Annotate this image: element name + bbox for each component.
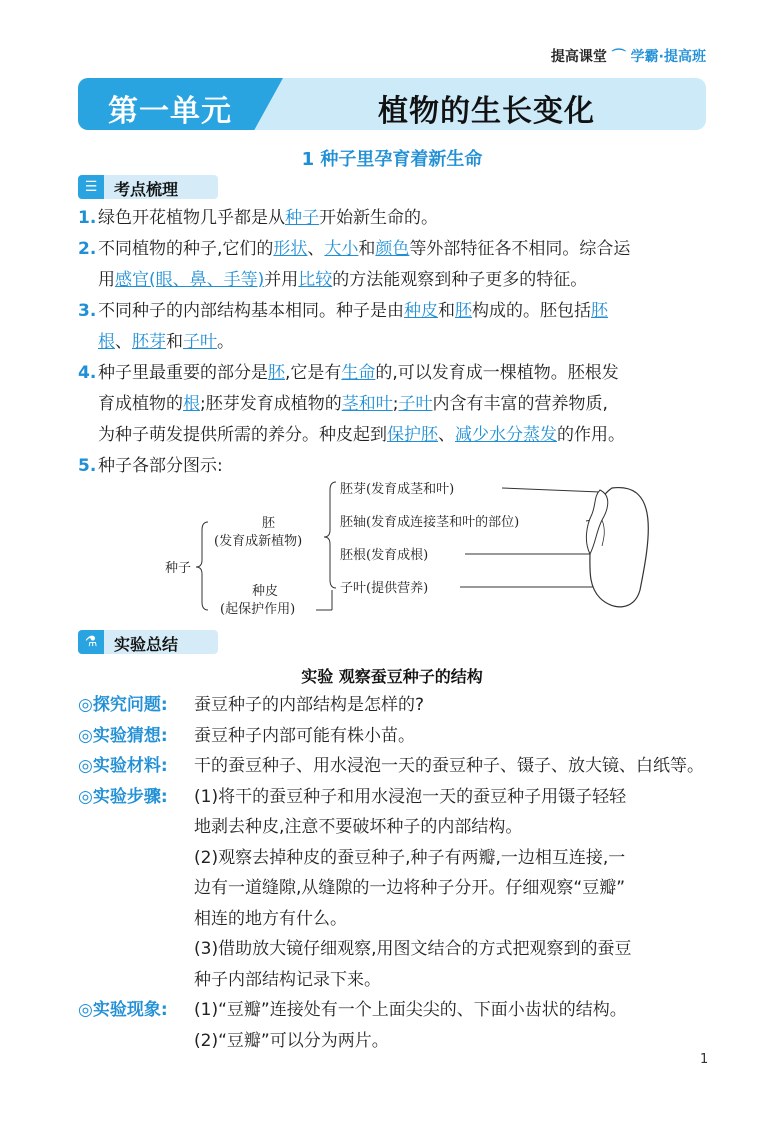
experiment-row-continuation: 种子内部结构记录下来。 <box>194 969 381 990</box>
diagram-part-cotyledon: 子叶(提供营养) <box>340 581 429 596</box>
key-point-text: 、 <box>115 332 132 352</box>
section-key-points-label: 考点梳理 <box>114 180 179 199</box>
key-point-line <box>78 358 619 388</box>
answer-text: 子叶 <box>183 332 217 352</box>
experiment-row-label: ◎实验猜想: <box>78 725 168 746</box>
answer-text: 生命 <box>341 363 376 383</box>
key-point-text: 和 <box>166 332 183 352</box>
answer-text: 根 <box>183 394 200 414</box>
key-point-text: 。 <box>217 332 234 352</box>
experiment-row-continuation: (3)借助放大镜仔细观察,用图文结合的方式把观察到的蚕豆 <box>194 939 632 959</box>
experiment-row <box>78 751 704 781</box>
key-point-text: 种子里最重要的部分是 <box>98 363 268 383</box>
key-point-text: 并用 <box>264 270 299 290</box>
diagram-part-radicle: 胚根(发育成根) <box>340 548 429 563</box>
key-point-line <box>78 389 608 419</box>
key-point-number: 5. <box>78 456 97 476</box>
key-point-text: 种子各部分图示: <box>98 456 223 476</box>
experiment-row-continuation: (2)观察去掉种皮的蚕豆种子,种子有两瓣,一边相互连接,一 <box>194 847 626 868</box>
experiment-row-continuation: 地剥去种皮,注意不要破坏种子的内部结构。 <box>194 817 523 837</box>
answer-text: 胚 <box>268 363 285 383</box>
answer-text: 胚 <box>455 301 472 321</box>
key-point-line <box>78 327 234 357</box>
key-point-number: 1. <box>78 208 97 228</box>
experiment-row <box>78 721 415 751</box>
unit-title: 植物的生长变化 <box>378 94 595 129</box>
root-brace <box>196 522 208 610</box>
key-point-number: 4. <box>78 363 97 383</box>
key-point-line <box>78 234 630 264</box>
key-point-text: 等外部特征各不相同。综合运 <box>409 239 631 259</box>
answer-text: 颜色 <box>375 239 410 259</box>
answer-text: 种皮 <box>404 301 438 321</box>
answer-text: 大小 <box>324 239 359 259</box>
experiment-row-text: (1)将干的蚕豆种子和用水浸泡一天的蚕豆种子用镊子轻轻 <box>194 786 627 807</box>
unit-banner <box>78 78 706 130</box>
diagram-embryo-label: 胚 <box>262 516 276 531</box>
experiment-row-text: 干的蚕豆种子、用水浸泡一天的蚕豆种子、镊子、放大镜、白纸等。 <box>194 756 704 776</box>
key-point-text: 的,可以发育成一棵植物。胚根发 <box>375 363 619 383</box>
flask-icon: ⚗ <box>78 630 104 654</box>
key-point-number: 2. <box>78 239 97 259</box>
experiment-row-label: ◎实验材料: <box>78 756 168 776</box>
page-number: 1 <box>700 1052 709 1067</box>
key-point-text: 绿色开花植物几乎都是从 <box>98 208 285 228</box>
answer-text: 形状 <box>273 239 308 259</box>
key-point-text: 为种子萌发提供所需的养分。种皮起到 <box>98 425 387 445</box>
experiment-row-continuation: 边有一道缝隙,从缝隙的一边将种子分开。仔细观察“豆瓣” <box>194 878 626 898</box>
experiment-row <box>78 690 424 720</box>
key-point-text: 和 <box>358 239 376 259</box>
brand-logo: 学霸 <box>630 49 659 65</box>
key-point-text: 内含有丰富的营养物质, <box>432 394 608 414</box>
diagram-embryo-note: (发育成新植物) <box>214 534 303 549</box>
section-experiment <box>78 630 218 654</box>
key-point-line <box>78 296 608 326</box>
brand-prefix: 提高课堂 <box>550 49 607 65</box>
key-point-text: 不同种子的内部结构基本相同。种子是由 <box>98 301 404 321</box>
experiment-row-text: 蚕豆种子内部可能有株小苗。 <box>194 725 415 746</box>
graduation-cap-icon: ⌒ <box>611 49 626 65</box>
diagram-coat-label: 种皮 <box>252 584 279 599</box>
experiment-row-label: ◎实验步骤: <box>78 786 168 807</box>
experiment-row-label: ◎探究问题: <box>78 695 168 715</box>
key-point-text: 、 <box>307 239 325 259</box>
experiment-row <box>78 782 626 812</box>
answer-text: 胚 <box>591 301 608 321</box>
key-point-text: 的方法能观察到种子更多的特征。 <box>332 270 588 290</box>
brand-suffix: ·提高班 <box>658 49 706 65</box>
key-point-text: 的作用。 <box>557 425 625 445</box>
answer-text: 茎和叶 <box>341 394 393 414</box>
key-point-text: 用 <box>98 270 115 290</box>
key-point-text: 、 <box>438 425 455 445</box>
key-point-text: 育成植物的 <box>98 394 183 414</box>
answer-text: 胚芽 <box>132 332 166 352</box>
answer-text: 减少水分蒸发 <box>455 425 557 445</box>
document-icon: ☰ <box>78 175 104 199</box>
key-point-line <box>78 265 587 295</box>
seed-diagram <box>150 470 670 630</box>
section-experiment-label: 实验总结 <box>114 635 179 654</box>
section-key-points <box>78 175 218 199</box>
answer-text: 种子 <box>285 208 319 228</box>
key-point-text: ;胚芽发育成植物的 <box>200 394 342 414</box>
experiment-row-text: 蚕豆种子的内部结构是怎样的? <box>194 695 425 715</box>
key-point-text: 和 <box>438 301 455 321</box>
answer-text: 保护胚 <box>387 425 438 445</box>
lesson-title: 1 种子里孕育着新生命 <box>301 149 483 170</box>
key-point-text: ; <box>392 394 399 414</box>
key-point-text: 构成的。胚包括 <box>472 301 591 321</box>
answer-text: 根 <box>98 332 115 352</box>
diagram-root-label: 种子 <box>165 561 192 576</box>
unit-label: 第一单元 <box>108 94 232 129</box>
answer-text: 比较 <box>298 270 333 290</box>
embryo-brace <box>324 482 336 588</box>
experiment-row-text: (1)“豆瓣”连接处有一个上面尖尖的、下面小齿状的结构。 <box>194 1000 627 1020</box>
diagram-coat-note: (起保护作用) <box>220 602 296 617</box>
answer-text: 子叶 <box>398 394 433 414</box>
answer-text: 感官(眼、鼻、手等) <box>115 270 265 290</box>
key-point-line <box>78 203 438 233</box>
experiment-title: 实验 观察蚕豆种子的结构 <box>301 667 483 686</box>
experiment-row <box>78 995 627 1025</box>
key-point-number: 3. <box>78 301 97 321</box>
key-point-line <box>78 420 625 450</box>
experiment-row-continuation: 相连的地方有什么。 <box>194 908 347 929</box>
diagram-part-hypocotyl: 胚轴(发育成连接茎和叶的部位) <box>340 515 520 530</box>
key-point-text: ,它是有 <box>285 363 342 383</box>
experiment-row-continuation: (2)“豆瓣”可以分为两片。 <box>194 1030 389 1051</box>
diagram-part-plumule: 胚芽(发育成茎和叶) <box>340 482 455 497</box>
key-point-text: 不同植物的种子,它们的 <box>98 239 274 259</box>
brand-header <box>551 46 706 66</box>
key-point-text: 开始新生命的。 <box>319 208 438 228</box>
pointer-plumule <box>502 488 600 492</box>
experiment-row-label: ◎实验现象: <box>78 1000 168 1020</box>
